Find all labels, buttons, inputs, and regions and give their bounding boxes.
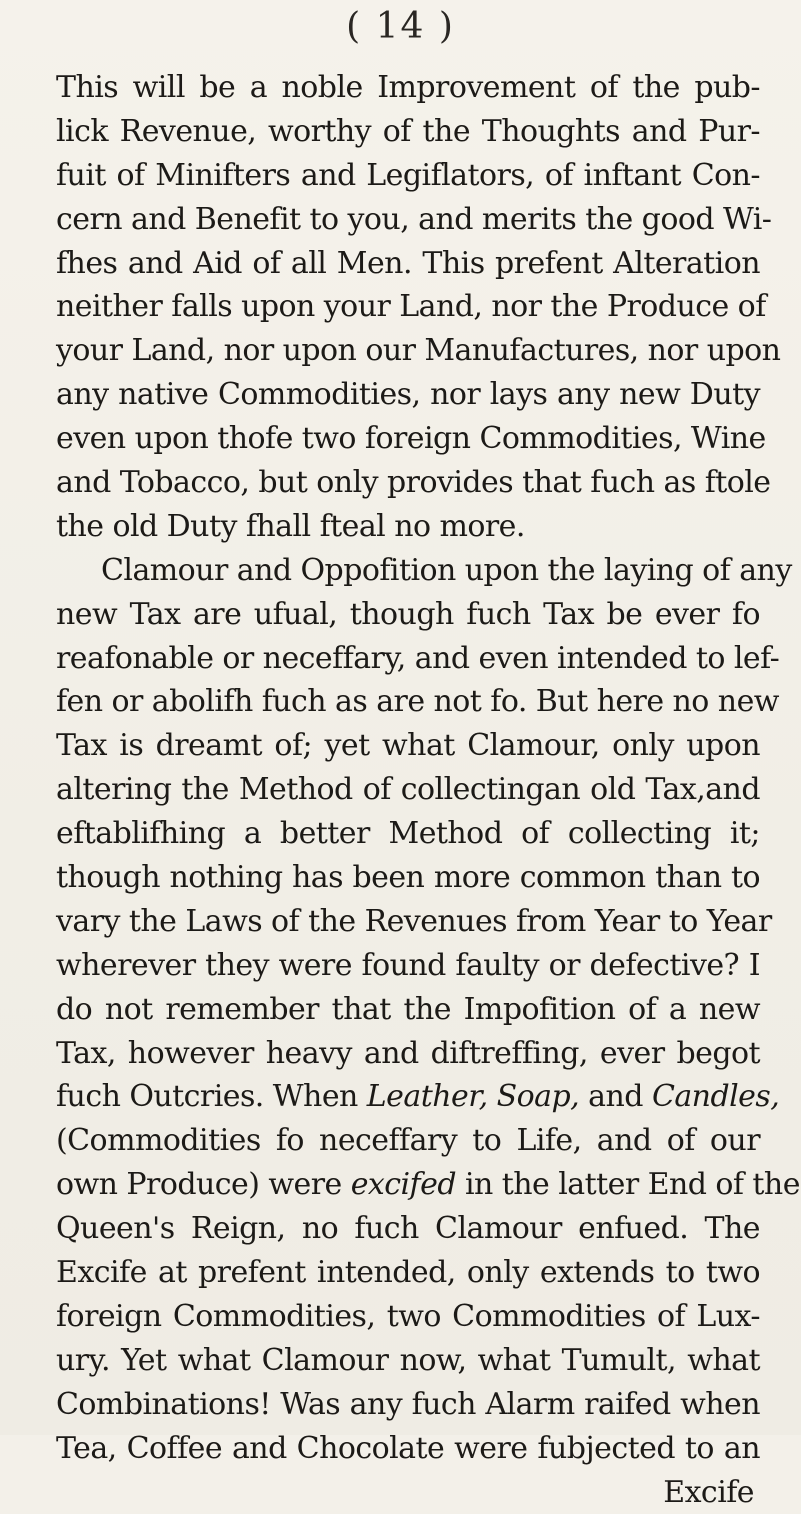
text-line: Tax, however heavy and diftreffing, ever begot	[56, 1032, 760, 1076]
text-segment: fuch Outcries. When	[56, 1079, 358, 1114]
text-segment: own Produce) were	[56, 1167, 342, 1202]
text-line: neither falls upon your Land, nor the Produce of	[56, 285, 760, 329]
text-line: cern and Benefit to you, and merits the good Wi-	[56, 198, 760, 242]
paragraph-start-line: Clamour and Oppofition upon the laying of any	[56, 549, 760, 593]
text-line: fhes and Aid of all Men. This prefent Alteration	[56, 242, 760, 286]
catchword: Excife	[56, 1471, 760, 1514]
text-line: your Land, nor upon our Manufactures, nor upon	[56, 329, 760, 373]
text-line: fuit of Minifters and Legiflators, of inftant Con-	[56, 154, 760, 198]
text-line: eftablifhing a better Method of collecting it;	[56, 812, 760, 856]
italic-word-soap: Soap,	[497, 1079, 580, 1114]
text-line: any native Commodities, nor lays any new Duty	[56, 373, 760, 417]
text-line: altering the Method of collectingan old Tax,and	[56, 768, 760, 812]
italic-word-leather: Leather,	[367, 1079, 488, 1114]
text-line: This will be a noble Improvement of the pub-	[56, 66, 760, 110]
text-line: Tea, Coffee and Chocolate were fubjected to an	[56, 1427, 760, 1471]
text-line: though nothing has been more common than to	[56, 856, 760, 900]
text-line: Queen's Reign, no fuch Clamour enfued. The	[56, 1207, 760, 1251]
text-line: Excife at prefent intended, only extends to two	[56, 1251, 760, 1295]
text-line: foreign Commodities, two Commodities of Lux-	[56, 1295, 760, 1339]
text-line-italic-items	[56, 1075, 760, 1119]
text-segment: in the latter End of the	[465, 1167, 800, 1202]
text-line: the old Duty fhall fteal no more.	[56, 505, 760, 549]
text-segment: and	[588, 1079, 643, 1114]
text-line: vary the Laws of the Revenues from Year to Year	[56, 900, 760, 944]
italic-word-excised: excifed	[351, 1167, 456, 1202]
text-line: and Tobacco, but only provides that fuch as ftole	[56, 461, 760, 505]
text-line: wherever they were found faulty or defective? I	[56, 944, 760, 988]
page-number: ( 14 )	[0, 6, 801, 47]
text-line: (Commodities fo neceffary to Life, and of our	[56, 1119, 760, 1163]
body-text	[56, 66, 760, 1514]
text-line: lick Revenue, worthy of the Thoughts and Pur-	[56, 110, 760, 154]
text-line: fen or abolifh fuch as are not fo. But here no new	[56, 680, 760, 724]
italic-word-candles: Candles,	[652, 1079, 779, 1114]
text-line: new Tax are ufual, though fuch Tax be ever fo	[56, 593, 760, 637]
text-line: reafonable or neceffary, and even intended to lef-	[56, 637, 760, 681]
text-line-italic-excised	[56, 1163, 760, 1207]
text-line: Combinations! Was any fuch Alarm raifed when	[56, 1383, 760, 1427]
text-line: Tax is dreamt of; yet what Clamour, only upon	[56, 724, 760, 768]
text-line: ury. Yet what Clamour now, what Tumult, what	[56, 1339, 760, 1383]
text-line: even upon thofe two foreign Commodities, Wine	[56, 417, 760, 461]
text-line: do not remember that the Impofition of a new	[56, 988, 760, 1032]
